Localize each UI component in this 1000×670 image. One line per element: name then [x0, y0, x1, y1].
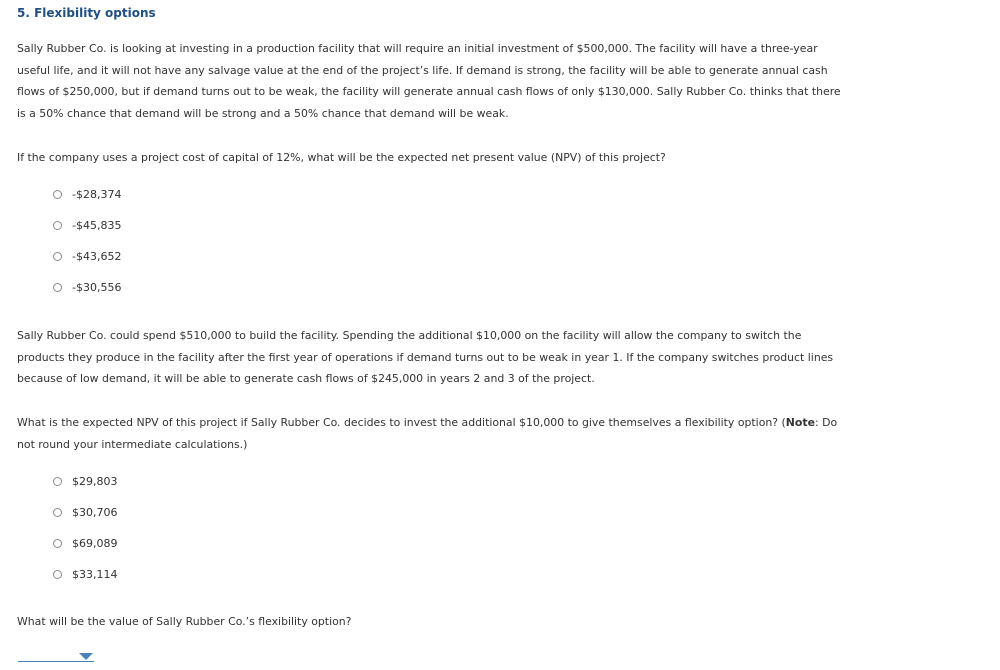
q1-option-1[interactable]: [53, 187, 121, 201]
radio-icon[interactable]: [53, 252, 62, 261]
q2-option-3[interactable]: [53, 536, 118, 550]
q1-option-3[interactable]: [53, 249, 121, 263]
chevron-down-icon[interactable]: [79, 653, 93, 660]
radio-icon[interactable]: [53, 477, 62, 486]
q2-option-2[interactable]: [53, 505, 118, 519]
option-label: -$28,374: [72, 187, 122, 201]
q2-note-label: Note: [785, 416, 815, 429]
option-label: $29,803: [72, 474, 118, 488]
radio-icon[interactable]: [53, 539, 62, 548]
option-label: -$30,556: [72, 280, 122, 294]
intro-paragraph: Sally Rubber Co. is looking at investing in a production facility that will require an initial investment of $500,000. The facility will have a three-year useful life, and it will not have any salvage value at the end of the project’s life. If demand is strong, the facility will be able to generate annual cash flows of $250,000, but if demand turns out to be weak, the facility will generate annual cash flows of only $130,000. Sally Rubber Co. thinks that there is a 50% chance that demand will be strong and a 50% chance that demand will be weak.: [17, 42, 841, 121]
scenario-paragraph: Sally Rubber Co. could spend $510,000 to build the facility. Spending the additional $10,000 on the facility will allow the company to switch the products they produce in the facility after the first year of operations if demand turns out to be weak in year 1. If the company switches product lines because of low demand, it will be able to generate cash flows of $245,000 in years 2 and 3 of the project.: [17, 329, 834, 386]
q1-option-4[interactable]: [53, 280, 121, 294]
radio-icon[interactable]: [53, 570, 62, 579]
q2-option-4[interactable]: [53, 567, 118, 581]
question-3-text: What will be the value of Sally Rubber Co.’s flexibility option?: [17, 615, 352, 628]
radio-icon[interactable]: [53, 190, 62, 199]
option-label: -$45,835: [72, 218, 122, 232]
option-label: $33,114: [72, 567, 118, 581]
q2-text-before: What is the expected NPV of this project if Sally Rubber Co. decides to invest the additional $10,000 to give themselves a flexibility option? (: [17, 416, 786, 429]
radio-icon[interactable]: [53, 508, 62, 517]
q2-text-after: : Do not round your intermediate calculations.): [17, 416, 838, 451]
option-label: $69,089: [72, 536, 118, 550]
flexibility-value-dropdown[interactable]: [18, 648, 94, 662]
radio-icon[interactable]: [53, 221, 62, 230]
question-title: 5. Flexibility options: [17, 6, 156, 20]
option-label: $30,706: [72, 505, 118, 519]
q1-option-2[interactable]: [53, 218, 121, 232]
question-2-text: [17, 412, 852, 455]
radio-icon[interactable]: [53, 283, 62, 292]
q2-option-1[interactable]: [53, 474, 118, 488]
option-label: -$43,652: [72, 249, 122, 263]
question-1-text: If the company uses a project cost of capital of 12%, what will be the expected net present value (NPV) of this project?: [17, 151, 666, 164]
